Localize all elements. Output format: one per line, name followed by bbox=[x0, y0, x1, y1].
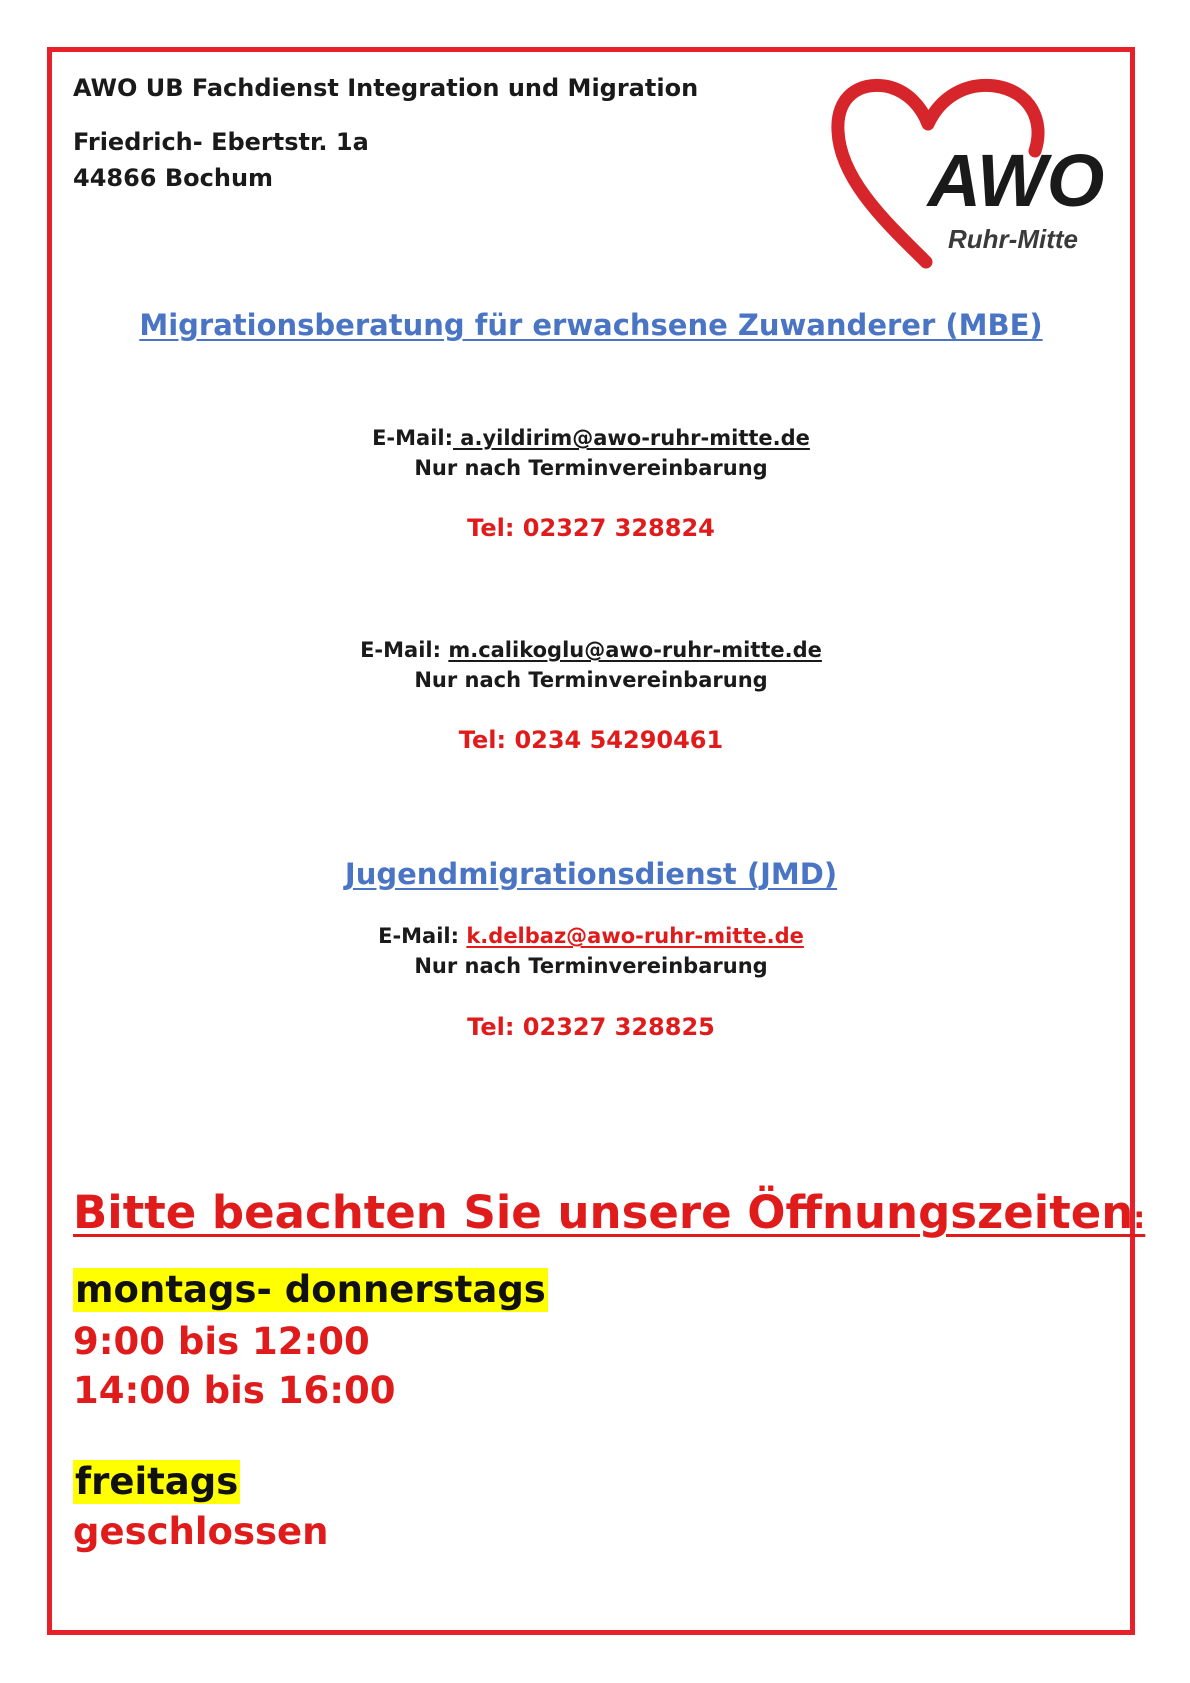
logo-brand: AWO bbox=[927, 139, 1105, 222]
opening-hours-colon: : bbox=[1133, 1201, 1146, 1236]
email-label: E-Mail: bbox=[372, 426, 453, 450]
email-label: E-Mail: bbox=[360, 638, 442, 662]
friday-status: geschlossen bbox=[73, 1510, 329, 1553]
appointment-note: Nur nach Terminvereinbarung bbox=[414, 954, 768, 978]
appointment-note: Nur nach Terminvereinbarung bbox=[414, 668, 768, 692]
opening-hours-title: Bitte beachten Sie unsere Öffnungszeiten bbox=[73, 1186, 1134, 1239]
mbe-heading: Migrationsberatung für erwachsene Zuwanderer (MBE) bbox=[139, 308, 1043, 342]
opening-hours-heading bbox=[73, 1186, 1145, 1239]
mbe-contact-1 bbox=[47, 426, 1135, 480]
phone-number: Tel: 02327 328824 bbox=[467, 514, 715, 542]
phone-number: Tel: 02327 328825 bbox=[467, 1013, 715, 1041]
email-link[interactable]: a.yildirim@awo-ruhr-mitte.de bbox=[453, 426, 810, 450]
weekdays-label: montags- donnerstags bbox=[75, 1268, 546, 1311]
weekday-morning-hours: 9:00 bis 12:00 bbox=[73, 1320, 370, 1363]
address-city: 44866 Bochum bbox=[73, 164, 274, 192]
jmd-contact bbox=[47, 924, 1135, 978]
email-label: E-Mail: bbox=[378, 924, 460, 948]
mbe-contact-2 bbox=[47, 638, 1135, 692]
logo-subtitle: Ruhr-Mitte bbox=[948, 224, 1078, 254]
email-link[interactable]: m.calikoglu@awo-ruhr-mitte.de bbox=[448, 638, 822, 662]
weekday-afternoon-hours: 14:00 bis 16:00 bbox=[73, 1369, 396, 1412]
appointment-note: Nur nach Terminvereinbarung bbox=[414, 456, 768, 480]
org-name: AWO UB Fachdienst Integration und Migration bbox=[73, 74, 699, 102]
jmd-heading: Jugendmigrationsdienst (JMD) bbox=[344, 857, 838, 891]
address-street: Friedrich- Ebertstr. 1a bbox=[73, 128, 369, 156]
awo-logo bbox=[830, 76, 1105, 276]
phone-number: Tel: 0234 54290461 bbox=[458, 726, 724, 754]
email-link[interactable]: k.delbaz@awo-ruhr-mitte.de bbox=[466, 924, 804, 948]
friday-label: freitags bbox=[75, 1460, 239, 1503]
